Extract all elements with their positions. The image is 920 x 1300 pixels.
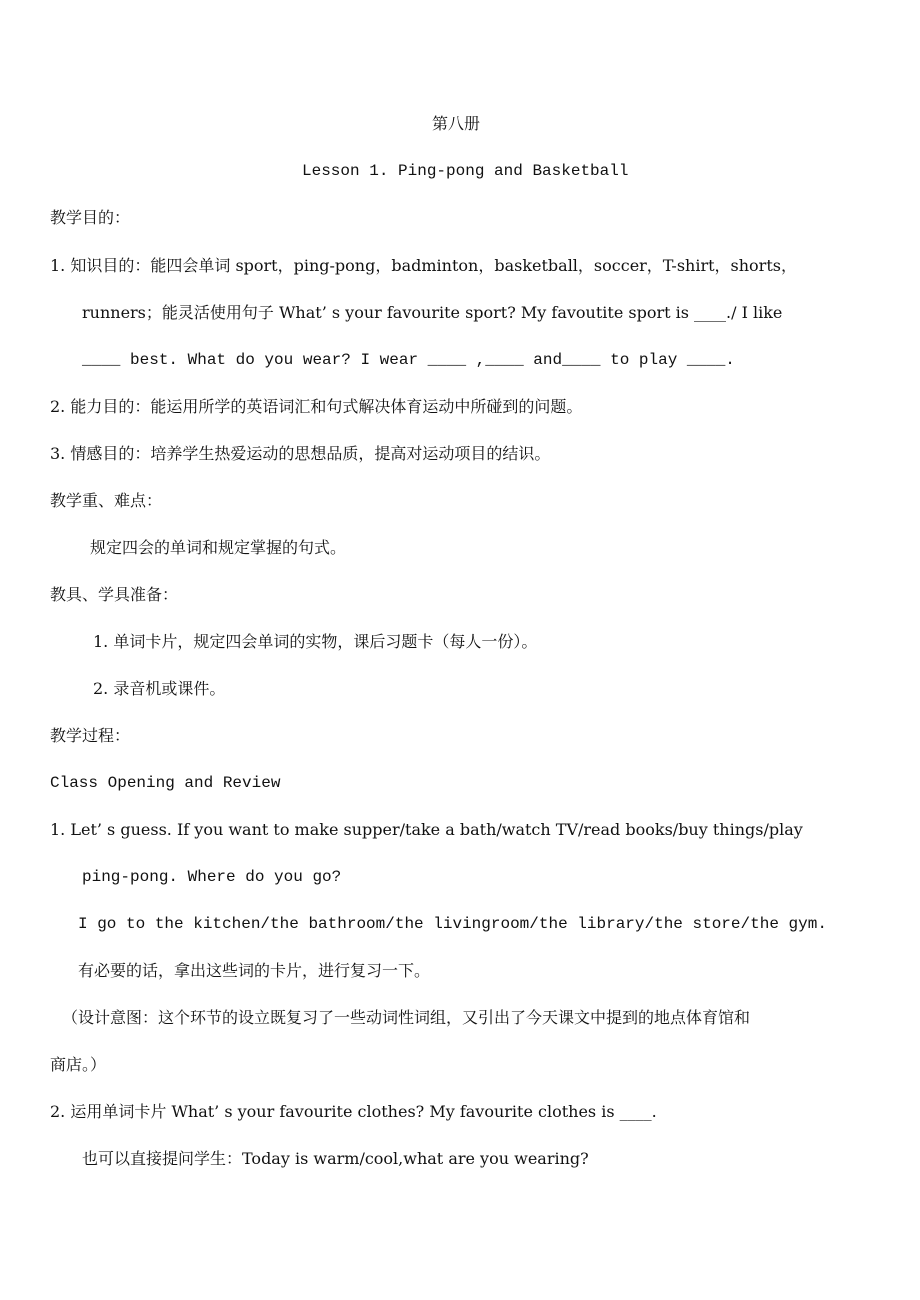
- step-1-line-1: 1. Let’ s guess. If you want to make supper/take a bath/watch TV/read books/buy things/play: [50, 820, 803, 839]
- lesson-title: Lesson 1. Ping-pong and Basketball: [302, 162, 629, 180]
- step-1-design-line-1: （设计意图：这个环节的设立既复习了一些动词性词组，又引出了今天课文中提到的地点体育馆和: [62, 1008, 751, 1027]
- key-points-heading: 教学重、难点：: [50, 491, 163, 510]
- step-2-line-1: 2. 运用单词卡片 What’ s your favourite clothes? My favourite clothes is ____.: [50, 1102, 657, 1121]
- materials-heading: 教具、学具准备：: [50, 585, 179, 604]
- objective-1-line-3: ____ best. What do you wear? I wear ____ ,____ and____ to play ____.: [82, 351, 735, 369]
- step-2-line-2: 也可以直接提问学生：Today is warm/cool,what are you wearing?: [82, 1149, 589, 1168]
- objective-1-line-1: 1. 知识目的：能四会单词 sport，ping-pong，badminton，basketball，soccer，T-shirt，shorts，: [50, 256, 797, 275]
- step-1-note: 有必要的话，拿出这些词的卡片，进行复习一下。: [78, 961, 431, 980]
- objective-2: 2. 能力目的：能运用所学的英语词汇和句式解决体育运动中所碰到的问题。: [50, 397, 583, 416]
- objectives-heading: 教学目的：: [50, 208, 131, 227]
- step-1-line-2: ping-pong. Where do you go?: [82, 868, 342, 886]
- objective-1-line-2: runners；能灵活使用句子 What’ s your favourite sport? My favoutite sport is ____./ I like: [82, 303, 783, 322]
- key-points-text: 规定四会的单词和规定掌握的句式。: [90, 538, 347, 557]
- process-heading: 教学过程：: [50, 726, 131, 745]
- objective-3: 3. 情感目的：培养学生热爱运动的思想品质，提高对运动项目的结识。: [50, 444, 551, 463]
- materials-item-1: 1. 单词卡片，规定四会单词的实物，课后习题卡（每人一份）。: [93, 632, 538, 651]
- step-1-design-line-2: 商店。）: [50, 1055, 107, 1074]
- step-1-answer: I go to the kitchen/the bathroom/the livingroom/the library/the store/the gym.: [78, 915, 827, 933]
- materials-item-2: 2. 录音机或课件。: [93, 679, 226, 698]
- volume-title: 第八册: [432, 114, 481, 133]
- process-section-title: Class Opening and Review: [50, 774, 281, 792]
